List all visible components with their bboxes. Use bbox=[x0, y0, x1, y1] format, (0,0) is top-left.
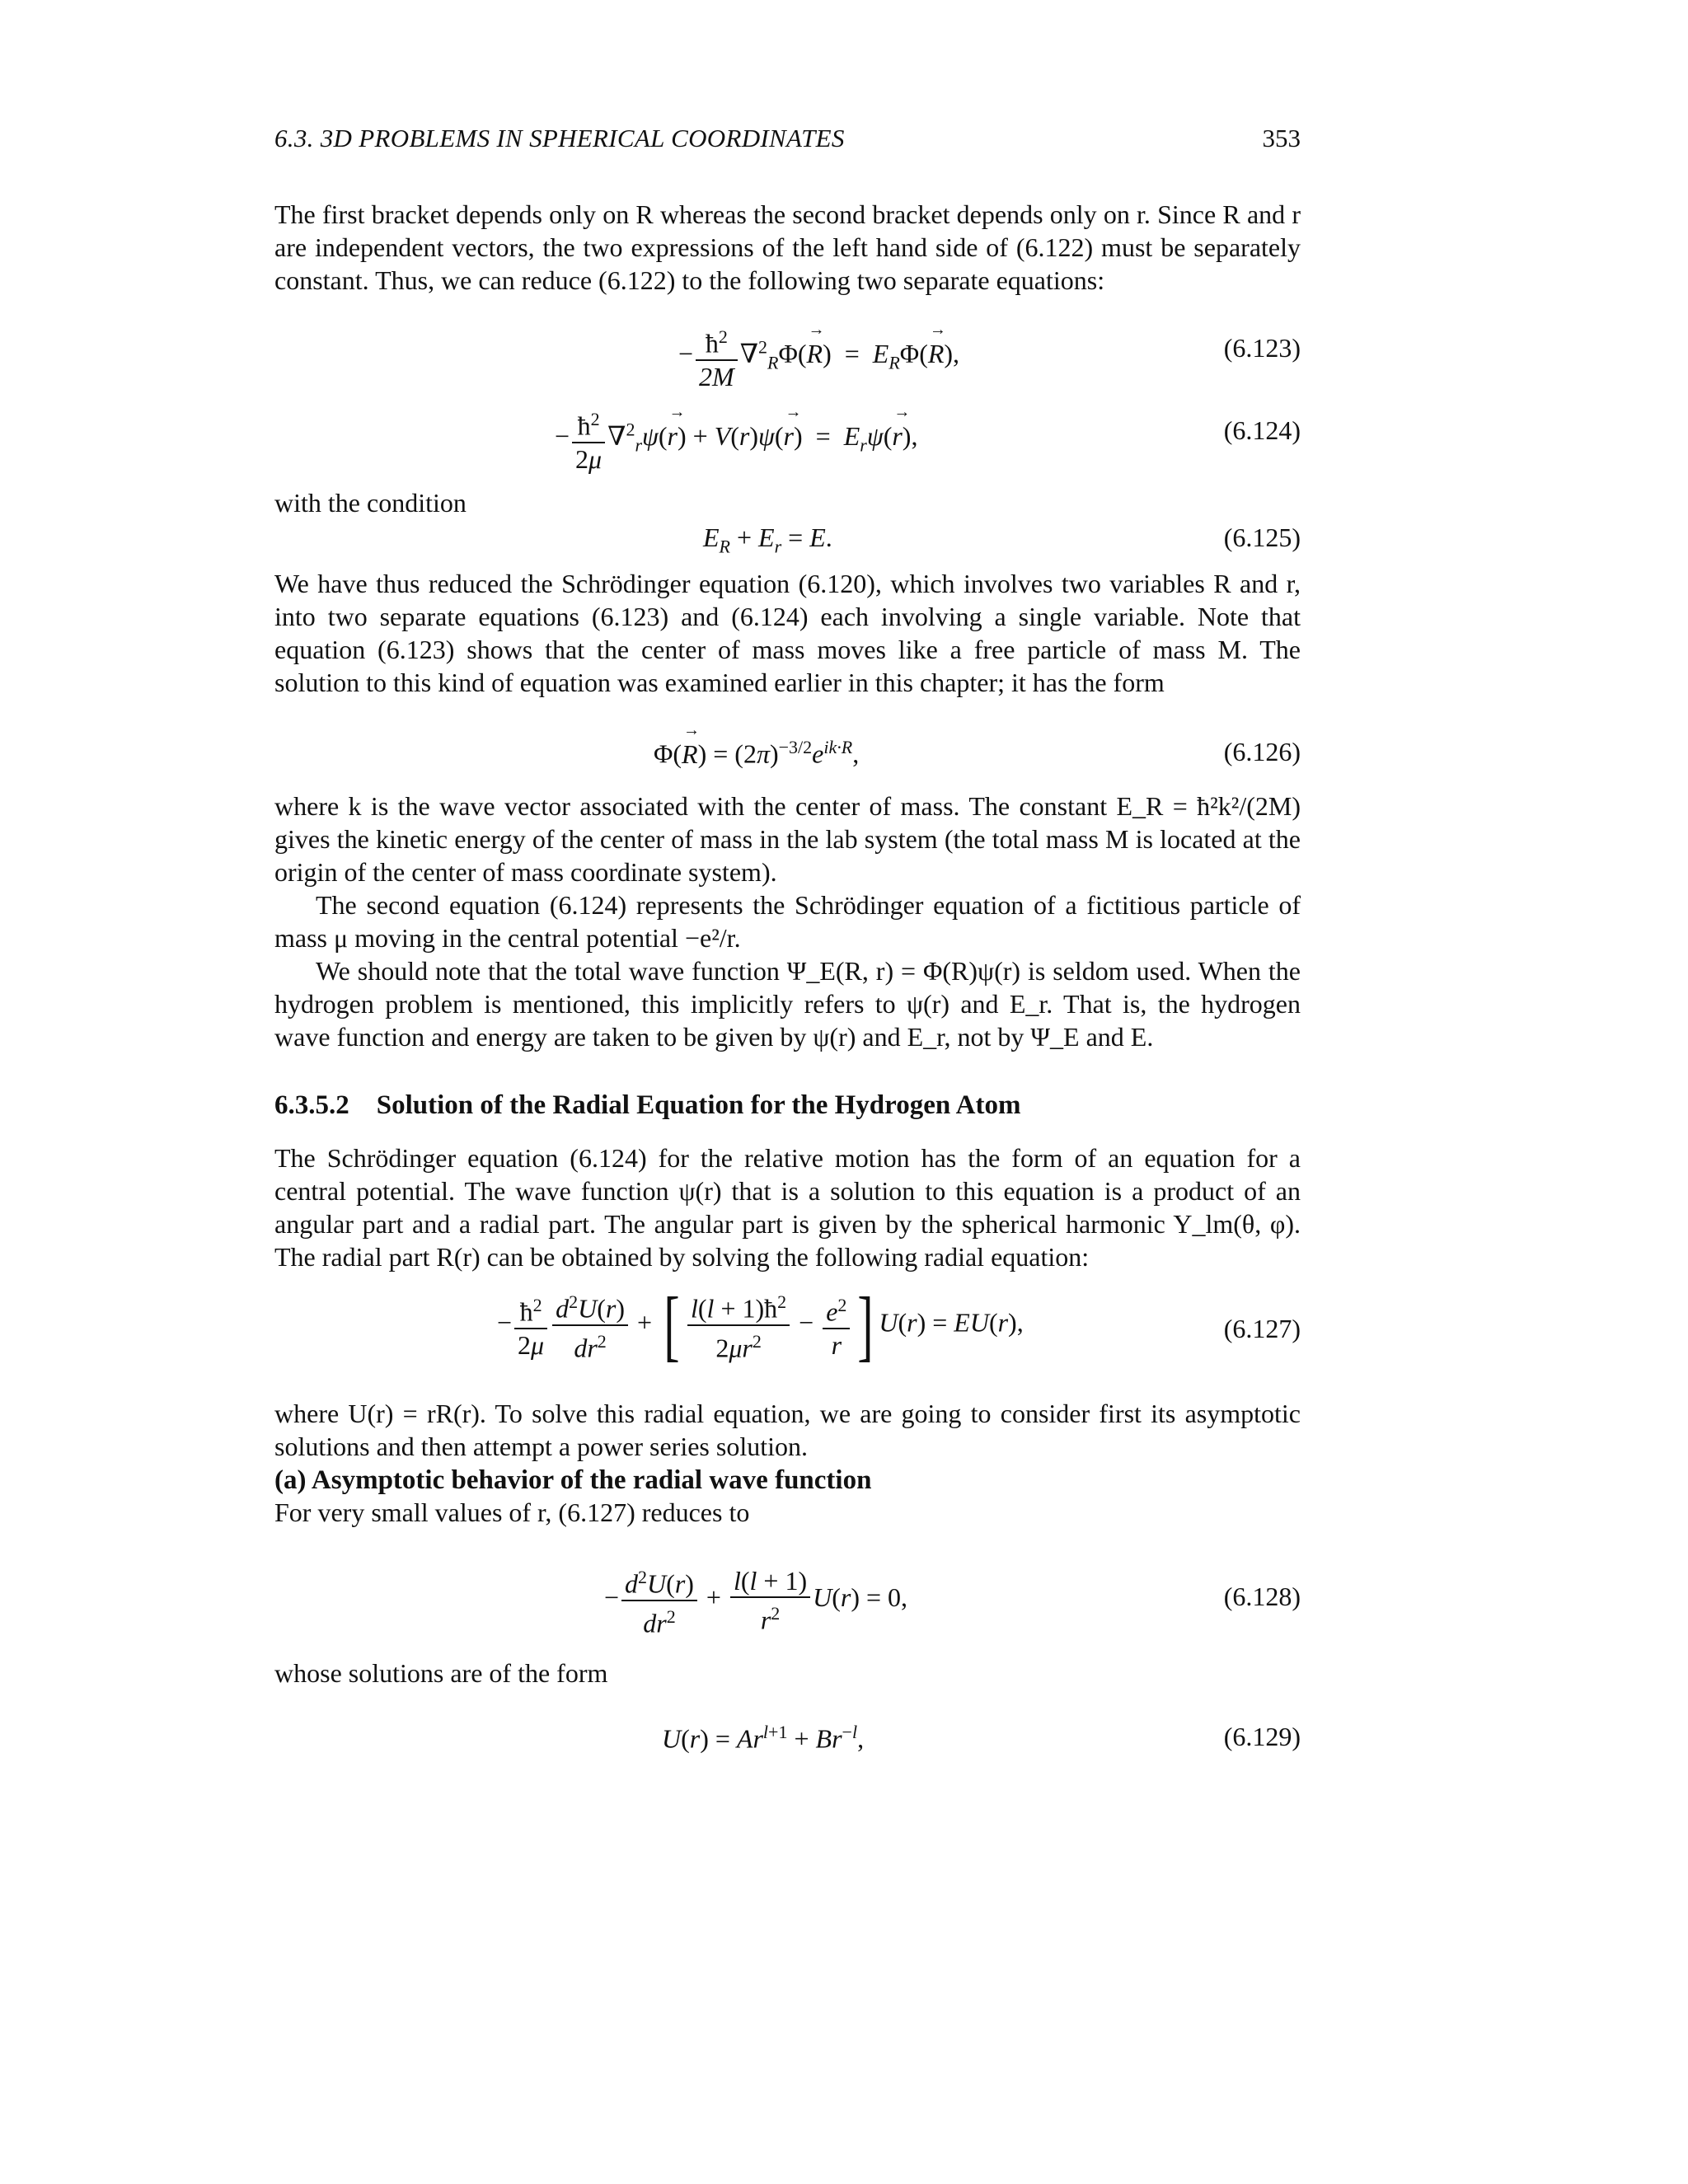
subsection-heading: (a) Asymptotic behavior of the radial wave function bbox=[274, 1465, 872, 1495]
equation-6-126-body: $\Phi(\to R) = (2\pi)^{-3/2}e^{ik\cdot R}$, bbox=[654, 737, 859, 770]
equation-6-129-body: $U(r) = Ar^{l+1} + Br^{-l}$, bbox=[662, 1722, 865, 1754]
section-title: Solution of the Radial Equation for the Hydrogen Atom bbox=[376, 1090, 1021, 1120]
equation-6-128-body: − $\frac{d^2U(r)}{dr^2}$ + $\frac{l(l + 1)}{r^2}$ U(r) = 0, bbox=[604, 1562, 907, 1638]
paragraph-6: The Schrödinger equation (6.124) for the relative motion has the form of an equation for a central potential. The wave function ψ(r) that is a solution to this equation is a product of an angular part and a radial part. The angular part is given by the spherical harmonic Y_lm(θ, φ). The radial part R(r) can be obtained by solving the following radial equation: bbox=[274, 1143, 1301, 1272]
paragraph-9: whose solutions are of the form bbox=[274, 1658, 608, 1688]
equation-6-129-number: (6.129) bbox=[1223, 1722, 1301, 1751]
running-header-title: 6.3. 3D PROBLEMS IN SPHERICAL COORDINATES bbox=[274, 124, 845, 152]
equation-6-123 bbox=[274, 321, 1301, 391]
equation-6-123-number: (6.123) bbox=[1223, 333, 1301, 363]
equation-6-125-body: $E_R + E_r = E$. bbox=[703, 523, 832, 557]
section-heading bbox=[274, 1090, 1020, 1121]
page-number: 353 bbox=[1262, 124, 1301, 152]
equation-6-128-number: (6.128) bbox=[1223, 1582, 1301, 1611]
paragraph-3: where k is the wave vector associated with the center of mass. The constant E_R = ħ²k²/(2M) gives the kinetic energy of the center of mass in the lab system (the total mass M is located at the origin of the center of mass coordinate system). bbox=[274, 791, 1301, 887]
equation-6-123-body: − $\frac{ħ^2}{2M}$ $\nabla^2_R\Phi(\to R) = E_R\Phi(\to R)$, bbox=[678, 321, 959, 392]
paragraph-8: For very small values of r, (6.127) reduces to bbox=[274, 1497, 750, 1527]
equation-6-127 bbox=[274, 1281, 1301, 1376]
equation-6-124-number: (6.124) bbox=[1223, 415, 1301, 445]
equation-6-125 bbox=[274, 511, 1301, 569]
equation-6-126 bbox=[274, 725, 1301, 783]
equation-6-129 bbox=[274, 1710, 1301, 1768]
equation-6-127-number: (6.127) bbox=[1223, 1314, 1301, 1343]
equation-6-124-body: − $\frac{ħ^2}{2\mu}$ $\nabla^2_r\psi(\to r) + V(r)\psi(\to r) = E_r\psi(\to r)$, bbox=[555, 404, 917, 475]
with-condition-text: with the condition bbox=[274, 488, 467, 518]
equation-6-128 bbox=[274, 1562, 1301, 1636]
equation-6-126-number: (6.126) bbox=[1223, 737, 1301, 766]
paragraph-2: We have thus reduced the Schrödinger equation (6.120), which involves two variables R and r, into two separate equations (6.123) and (6.124) each involving a single variable. Note that equation (6.123) shows that the center of mass moves like a free particle of mass M. The solution to this kind of equation was examined earlier in this chapter; it has the form bbox=[274, 569, 1301, 697]
equation-6-127-body: − $\frac{ħ^2}{2\mu}$ $\frac{d^2U(r)}{dr^2}$ + [ $\frac{l(l + 1)ħ^2}{2\mu r^2}$ − $\frac{e^2}{r}$ ] U(r) = EU(r), bbox=[497, 1281, 1024, 1369]
section-number: 6.3.5.2 bbox=[274, 1090, 349, 1120]
equation-6-125-number: (6.125) bbox=[1223, 523, 1301, 552]
paragraph-1: The first bracket depends only on R whereas the second bracket depends only on r. Since R and r are independent vectors, the two expressions of the left hand side of (6.122) must be separately constant. Thus, we can reduce (6.122) to the following two separate equations: bbox=[274, 199, 1301, 295]
equation-6-124 bbox=[274, 404, 1301, 474]
paragraph-4: The second equation (6.124) represents the Schrödinger equation of a fictitious particle of mass μ moving in the central potential −e²/r. bbox=[274, 890, 1301, 953]
paragraph-5: We should note that the total wave function Ψ_E(R, r) = Φ(R)ψ(r) is seldom used. When the hydrogen problem is mentioned, this implicitly refers to ψ(r) and E_r. That is, the hydrogen wave function and energy are taken to be given by ψ(r) and E_r, not by Ψ_E and E. bbox=[274, 956, 1301, 1052]
paragraph-7: where U(r) = rR(r). To solve this radial equation, we are going to consider first its asymptotic solutions and then attempt a power series solution. bbox=[274, 1399, 1301, 1461]
running-header bbox=[274, 115, 1301, 165]
